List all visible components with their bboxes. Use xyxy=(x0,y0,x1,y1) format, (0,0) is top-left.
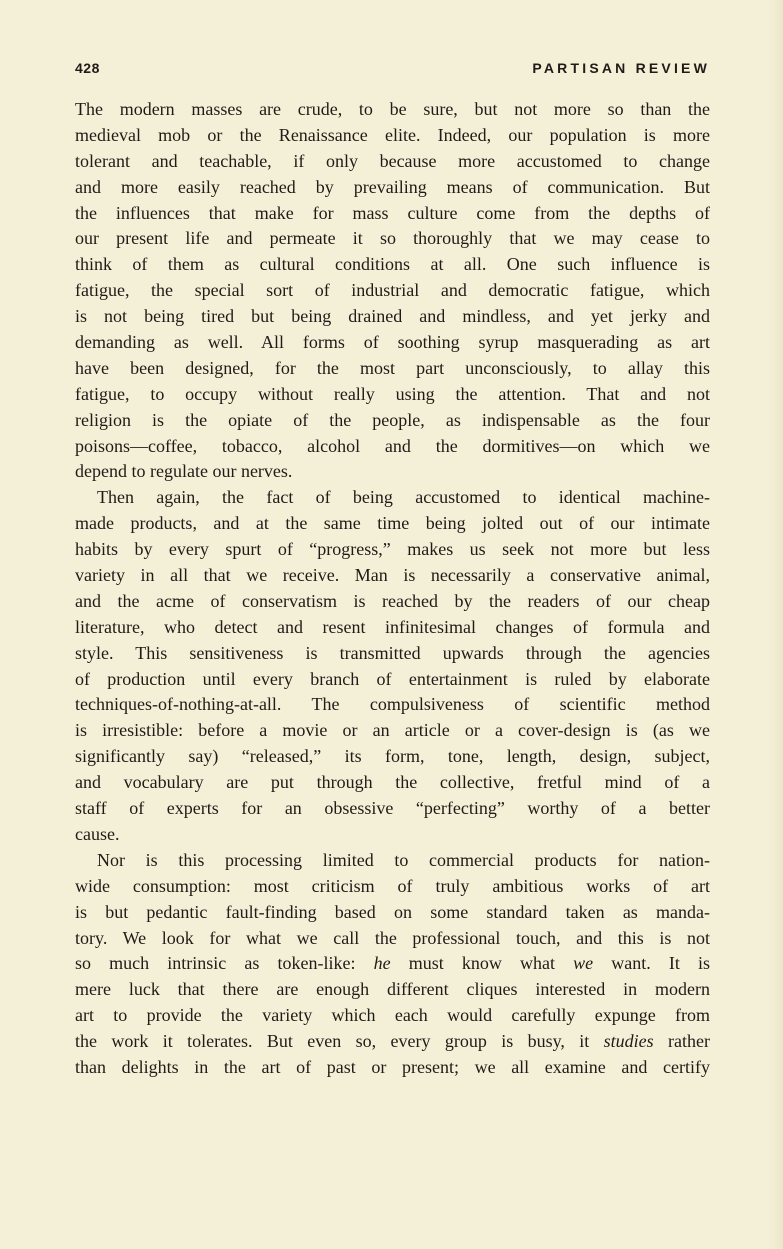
text-line: wide consumption: most criticism of truly ambitious works of art xyxy=(75,875,710,896)
paragraph xyxy=(75,848,710,1081)
body-text xyxy=(75,97,710,1081)
text-line: than delights in the art of past or present; we all examine and certify xyxy=(75,1056,710,1077)
page-number: 428 xyxy=(75,60,100,76)
text-line: the influences that make for mass culture come from the depths of xyxy=(75,202,710,223)
text-line: techniques-of-nothing-at-all. The compulsiveness of scientific method xyxy=(75,694,710,715)
text-line: made products, and at the same time being jolted out of our intimate xyxy=(75,513,710,534)
text-line: depend to regulate our nerves. xyxy=(75,461,293,482)
text-line: mere luck that there are enough different cliques interested in modern xyxy=(75,979,710,1000)
text-line: Nor is this processing limited to commercial products for nation- xyxy=(97,849,710,870)
text-line: cause. xyxy=(75,823,120,844)
text-line: habits by every spurt of “progress,” makes us seek not more but less xyxy=(75,539,710,560)
text-line: Then again, the fact of being accustomed to identical machine- xyxy=(97,487,710,508)
text-line: The modern masses are crude, to be sure, but not more so than the xyxy=(75,99,710,119)
page-edge-shadow xyxy=(769,0,783,1249)
text-line: the work it tolerates. But even so, every group is busy, it studies rather xyxy=(75,1031,710,1052)
paragraph xyxy=(75,97,710,485)
text-line: tory. We look for what we call the professional touch, and this is not xyxy=(75,927,710,948)
text-line: significantly say) “released,” its form, tone, length, design, subject, xyxy=(75,746,710,767)
text-line: art to provide the variety which each would carefully expunge from xyxy=(75,1005,710,1026)
text-line: so much intrinsic as token-like: he must know what we want. It is xyxy=(75,953,710,974)
text-line: tolerant and teachable, if only because more accustomed to change xyxy=(75,150,710,171)
text-line: variety in all that we receive. Man is necessarily a conservative animal, xyxy=(75,565,710,586)
text-line: is but pedantic fault-finding based on some standard taken as manda- xyxy=(75,901,710,922)
page-header xyxy=(75,60,710,84)
running-head: PARTISAN REVIEW xyxy=(532,60,710,76)
paragraph xyxy=(75,485,710,847)
text-line: style. This sensitiveness is transmitted upwards through the agencies xyxy=(75,642,710,663)
text-line: fatigue, to occupy without really using the attention. That and not xyxy=(75,383,710,404)
text-line: of production until every branch of entertainment is ruled by elaborate xyxy=(75,668,710,689)
text-line: staff of experts for an obsessive “perfecting” worthy of a better xyxy=(75,798,710,819)
text-line: our present life and permeate it so thoroughly that we may cease to xyxy=(75,228,710,249)
text-line: poisons—coffee, tobacco, alcohol and the dormitives—on which we xyxy=(75,435,710,456)
text-line: have been designed, for the most part unconsciously, to allay this xyxy=(75,357,710,378)
text-line: medieval mob or the Renaissance elite. Indeed, our population is more xyxy=(75,124,710,145)
text-line: and the acme of conservatism is reached by the readers of our cheap xyxy=(75,590,710,611)
text-line: literature, who detect and resent infinitesimal changes of formula and xyxy=(75,616,710,637)
text-line: is irresistible: before a movie or an article or a cover-design is (as we xyxy=(75,720,710,741)
text-line: religion is the opiate of the people, as indispensable as the four xyxy=(75,409,710,430)
text-line: and more easily reached by prevailing means of communication. But xyxy=(75,176,710,197)
text-line: is not being tired but being drained and mindless, and yet jerky and xyxy=(75,306,710,327)
text-line: and vocabulary are put through the collective, fretful mind of a xyxy=(75,772,710,793)
text-line: think of them as cultural conditions at all. One such influence is xyxy=(75,254,710,275)
text-line: fatigue, the special sort of industrial and democratic fatigue, which xyxy=(75,280,710,301)
text-line: demanding as well. All forms of soothing syrup masquerading as art xyxy=(75,332,710,353)
